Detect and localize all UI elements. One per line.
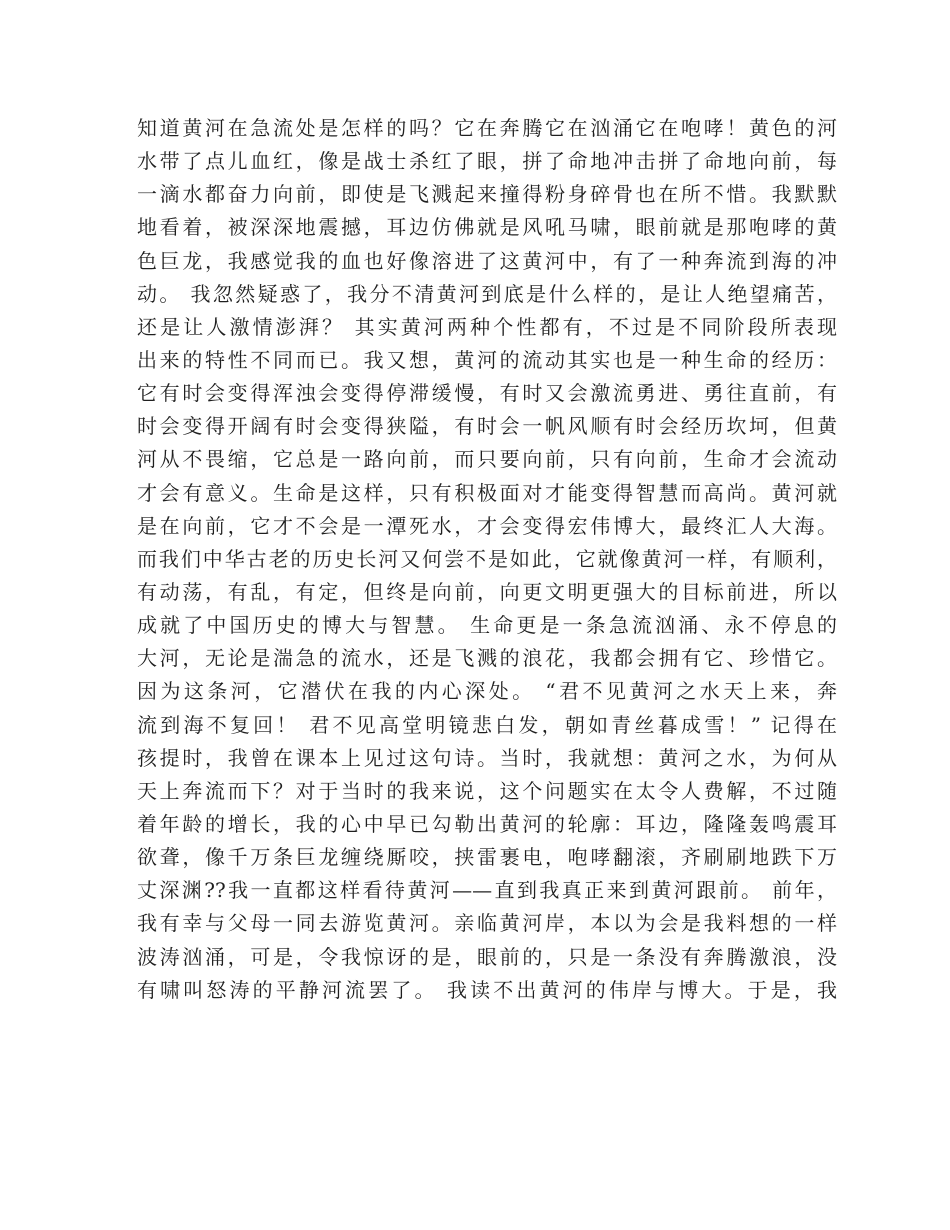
text-line: 丈深渊??我一直都这样看待黄河——直到我真正来到黄河跟前。 前年， [137,878,837,903]
text-line: 流到海不复回！ 君不见高堂明镜悲白发，朝如青丝暮成雪！” 记得在 [137,712,837,737]
text-line: 有动荡，有乱，有定，但终是向前，向更文明更强大的目标前进，所以 [137,579,837,604]
text-line: 有啸叫怒涛的平静河流罢了。 我读不出黄河的伟岸与博大。于是，我 [137,977,837,1002]
text-line: 孩提时，我曾在课本上见过这句诗。当时，我就想：黄河之水，为何从 [137,745,837,770]
body-text [137,112,837,1007]
text-line: 地看着，被深深地震撼，耳边仿佛就是风吼马啸，眼前就是那咆哮的黄 [137,215,837,240]
text-line: 它有时会变得浑浊会变得停滞缓慢，有时又会激流勇进、勇往直前，有 [137,381,837,406]
text-line: 大河，无论是湍急的流水，还是飞溅的浪花，我都会拥有它、珍惜它。 [137,646,837,671]
text-line: 成就了中国历史的博大与智慧。 生命更是一条急流汹涌、永不停息的 [137,613,837,638]
text-line: 是在向前，它才不会是一潭死水，才会变得宏伟博大，最终汇人大海。 [137,513,837,538]
text-line: 欲聋，像千万条巨龙缠绕厮咬，挟雷裹电，咆哮翻滚，齐刷刷地跌下万 [137,845,837,870]
text-line: 一滴水都奋力向前，即使是飞溅起来撞得粉身碎骨也在所不惜。我默默 [137,182,837,207]
text-line: 而我们中华古老的历史长河又何尝不是如此，它就像黄河一样，有顺利， [137,546,837,571]
text-line: 动。 我忽然疑惑了，我分不清黄河到底是什么样的，是让人绝望痛苦， [137,281,837,306]
text-line: 河从不畏缩，它总是一路向前，而只要向前，只有向前，生命才会流动 [137,447,837,472]
text-line: 色巨龙，我感觉我的血也好像溶进了这黄河中，有了一种奔流到海的冲 [137,248,837,273]
text-line: 我有幸与父母一同去游览黄河。亲临黄河岸，本以为会是我料想的一样 [137,911,837,936]
text-line: 着年龄的增长，我的心中早已勾勒出黄河的轮廓：耳边，隆隆轰鸣震耳 [137,811,837,836]
text-line: 才会有意义。生命是这样，只有积极面对才能变得智慧而高尚。黄河就 [137,480,837,505]
text-line: 知道黄河在急流处是怎样的吗？它在奔腾它在汹涌它在咆哮！黄色的河 [137,116,837,140]
text-line: 出来的特性不同而已。我又想，黄河的流动其实也是一种生命的经历： [137,347,837,372]
text-line: 波涛汹涌，可是，令我惊讶的是，眼前的，只是一条没有奔腾激浪，没 [137,944,837,969]
text-line: 因为这条河，它潜伏在我的内心深处。 “君不见黄河之水天上来，奔 [137,679,837,704]
text-line: 时会变得开阔有时会变得狭隘，有时会一帆风顺有时会经历坎坷，但黄 [137,414,837,439]
text-line: 水带了点儿血红，像是战士杀红了眼，拼了命地冲击拼了命地向前，每 [137,149,837,174]
text-line: 天上奔流而下？对于当时的我来说，这个问题实在太令人费解，不过随 [137,778,837,803]
text-line: 还是让人激情澎湃？ 其实黄河两种个性都有，不过是不同阶段所表现 [137,314,837,339]
